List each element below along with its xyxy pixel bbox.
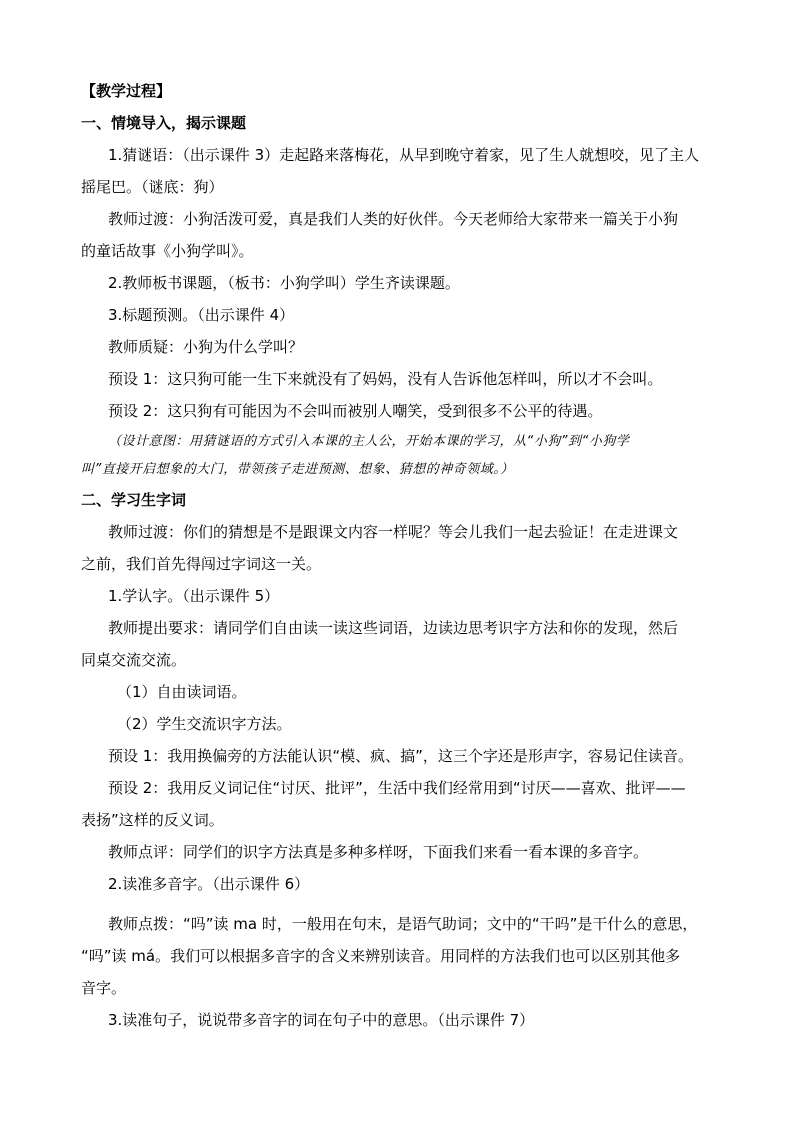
paragraph-line: 教师点评：同学们的识字方法真是多种多样呀，下面我们来看一看本课的多音字。 bbox=[108, 843, 649, 861]
paragraph-line: 教师点拨：“吗”读 ma 时，一般用在句末，是语气助词；文中的“干吗”是干什么的意思， bbox=[108, 915, 698, 933]
paragraph-line: 教师提出要求：请同学们自由读一读这些词语，边读边思考识字方法和你的发现，然后 bbox=[108, 619, 679, 637]
heading-2: 二、学习生字词 bbox=[81, 491, 187, 509]
paragraph-line: 3.标题预测。（出示课件 4） bbox=[108, 306, 295, 324]
paragraph-line: 1.猜谜语：（出示课件 3）走起路来落梅花，从早到晚守着家，见了生人就想咬，见了主人 bbox=[108, 146, 700, 164]
design-note-line: （设计意图：用猜谜语的方式引入本课的主人公，开始本课的学习，从“小狗”到“小狗学 bbox=[108, 434, 630, 449]
paragraph-line: （2）学生交流识字方法。 bbox=[117, 715, 292, 733]
paragraph-line: 预设 2：我用反义词记住“讨厌、批评”，生活中我们经常用到“讨厌——喜欢、批评—— bbox=[108, 779, 686, 797]
section-title: 【教学过程】 bbox=[81, 82, 172, 100]
paragraph-line: 3.读准句子，说说带多音字的词在句子中的意思。（出示课件 7） bbox=[108, 1011, 535, 1029]
paragraph-line: “吗”读 má。我们可以根据多音字的含义来辨别读音。用同样的方法我们也可以区别其他多 bbox=[81, 947, 681, 965]
paragraph-line: 表扬”这样的反义词。 bbox=[81, 811, 224, 829]
paragraph-line: 预设 1：我用换偏旁的方法能认识“模、疯、搞”，这三个字还是形声字，容易记住读音。 bbox=[108, 747, 693, 765]
paragraph-line: 2.教师板书课题，（板书：小狗学叫）学生齐读课题。 bbox=[108, 274, 460, 292]
paragraph-line: 1.学认字。（出示课件 5） bbox=[108, 587, 280, 605]
paragraph-line: （1）自由读词语。 bbox=[117, 683, 247, 701]
paragraph-line: 之前，我们首先得闯过字词这一关。 bbox=[81, 555, 322, 573]
paragraph-line: 音字。 bbox=[81, 979, 127, 997]
paragraph-line: 的童话故事《小狗学叫》。 bbox=[81, 242, 254, 260]
heading-1: 一、情境导入，揭示课题 bbox=[81, 114, 247, 132]
paragraph-line: 预设 2：这只狗有可能因为不会叫而被别人嘲笑，受到很多不公平的待遇。 bbox=[108, 402, 603, 420]
paragraph-line: 摇尾巴。（谜底：狗） bbox=[81, 178, 224, 196]
design-note-line: 叫”直接开启想象的大门，带领孩子走进预测、想象、猜想的神奇领域。） bbox=[81, 462, 514, 477]
paragraph-line: 预设 1：这只狗可能一生下来就没有了妈妈，没有人告诉他怎样叫，所以才不会叫。 bbox=[108, 370, 663, 388]
paragraph-line: 教师过渡：小狗活泼可爱，真是我们人类的好伙伴。今天老师给大家带来一篇关于小狗 bbox=[108, 210, 679, 228]
paragraph-line: 教师质疑：小狗为什么学叫？ bbox=[108, 338, 304, 356]
paragraph-line: 2.读准多音字。（出示课件 6） bbox=[108, 875, 310, 893]
paragraph-line: 同桌交流交流。 bbox=[81, 651, 187, 669]
paragraph-line: 教师过渡：你们的猜想是不是跟课文内容一样呢？等会儿我们一起去验证！在走进课文 bbox=[108, 523, 679, 541]
